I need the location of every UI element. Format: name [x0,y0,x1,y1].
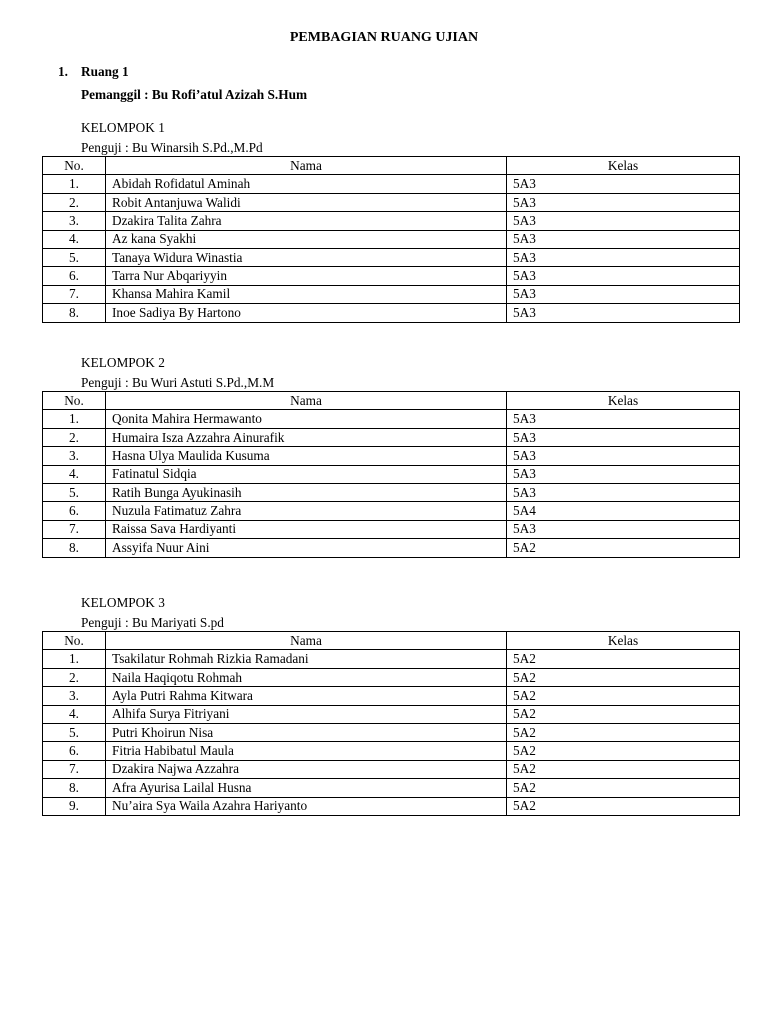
cell-kelas: 5A3 [507,465,740,483]
cell-nama: Khansa Mahira Kamil [106,285,507,303]
table-row [43,723,740,741]
cell-no: 6. [43,267,106,285]
cell-nama: Assyifa Nuur Aini [106,539,507,557]
cell-kelas: 5A2 [507,687,740,705]
header-nama: Nama [106,632,507,650]
cell-kelas: 5A3 [507,410,740,428]
header-no: No. [43,392,106,410]
cell-nama: Robit Antanjuwa Walidi [106,193,507,211]
cell-kelas: 5A2 [507,650,740,668]
header-kelas: Kelas [507,632,740,650]
header-no: No. [43,632,106,650]
cell-no: 7. [43,520,106,538]
cell-nama: Afra Ayurisa Lailal Husna [106,779,507,797]
table-row [43,520,740,538]
cell-no: 2. [43,668,106,686]
student-table [42,391,740,558]
cell-kelas: 5A2 [507,742,740,760]
cell-nama: Az kana Syakhi [106,230,507,248]
cell-nama: Abidah Rofidatul Aminah [106,175,507,193]
cell-no: 1. [43,175,106,193]
cell-no: 1. [43,650,106,668]
cell-kelas: 5A3 [507,428,740,446]
cell-kelas: 5A2 [507,705,740,723]
cell-kelas: 5A3 [507,447,740,465]
cell-no: 6. [43,502,106,520]
cell-kelas: 5A3 [507,248,740,266]
group-title: KELOMPOK 1 [81,120,165,135]
cell-kelas: 5A2 [507,539,740,557]
table-header-row [43,392,740,410]
cell-nama: Naila Haqiqotu Rohmah [106,668,507,686]
room-number: 1. [58,64,68,79]
cell-no: 5. [43,248,106,266]
cell-no: 5. [43,483,106,501]
table-row [43,447,740,465]
table-row [43,742,740,760]
table-row [43,230,740,248]
cell-nama: Tsakilatur Rohmah Rizkia Ramadani [106,650,507,668]
header-kelas: Kelas [507,157,740,175]
cell-nama: Raissa Sava Hardiyanti [106,520,507,538]
table-row [43,304,740,322]
cell-no: 1. [43,410,106,428]
cell-nama: Hasna Ulya Maulida Kusuma [106,447,507,465]
table-row [43,687,740,705]
room-name: Ruang 1 [81,64,129,79]
table-row [43,797,740,815]
table-header-row [43,157,740,175]
cell-no: 5. [43,723,106,741]
table-header-row [43,632,740,650]
cell-no: 4. [43,465,106,483]
cell-nama: Nu’aira Sya Waila Azahra Hariyanto [106,797,507,815]
group-examiner: Penguji : Bu Winarsih S.Pd.,M.Pd [81,140,263,155]
cell-kelas: 5A2 [507,760,740,778]
room-heading [58,64,129,80]
cell-nama: Inoe Sadiya By Hartono [106,304,507,322]
table-row [43,705,740,723]
cell-nama: Fatinatul Sidqia [106,465,507,483]
group-examiner: Penguji : Bu Wuri Astuti S.Pd.,M.M [81,375,275,390]
cell-kelas: 5A3 [507,175,740,193]
cell-nama: Dzakira Najwa Azzahra [106,760,507,778]
cell-nama: Fitria Habibatul Maula [106,742,507,760]
table-row [43,175,740,193]
room-caller: Pemanggil : Bu Rofi’atul Azizah S.Hum [81,87,308,102]
cell-kelas: 5A3 [507,267,740,285]
cell-kelas: 5A3 [507,483,740,501]
cell-no: 2. [43,193,106,211]
cell-nama: Qonita Mahira Hermawanto [106,410,507,428]
header-kelas: Kelas [507,392,740,410]
table-row [43,465,740,483]
header-nama: Nama [106,392,507,410]
cell-nama: Tarra Nur Abqariyyin [106,267,507,285]
cell-kelas: 5A3 [507,212,740,230]
cell-kelas: 5A2 [507,797,740,815]
table-row [43,428,740,446]
group-examiner: Penguji : Bu Mariyati S.pd [81,615,224,630]
group-title: KELOMPOK 3 [81,595,165,610]
table-row [43,212,740,230]
cell-no: 3. [43,687,106,705]
table-row [43,267,740,285]
cell-no: 4. [43,230,106,248]
cell-kelas: 5A3 [507,230,740,248]
cell-no: 8. [43,304,106,322]
cell-nama: Nuzula Fatimatuz Zahra [106,502,507,520]
table-row [43,650,740,668]
table-row [43,539,740,557]
table-row [43,502,740,520]
cell-no: 7. [43,760,106,778]
cell-kelas: 5A2 [507,723,740,741]
table-row [43,483,740,501]
cell-kelas: 5A3 [507,285,740,303]
table-row [43,410,740,428]
header-nama: Nama [106,157,507,175]
group-title: KELOMPOK 2 [81,355,165,370]
document-title: PEMBAGIAN RUANG UJIAN [289,30,479,45]
cell-no: 7. [43,285,106,303]
cell-nama: Tanaya Widura Winastia [106,248,507,266]
cell-kelas: 5A3 [507,193,740,211]
cell-nama: Putri Khoirun Nisa [106,723,507,741]
header-no: No. [43,157,106,175]
cell-no: 8. [43,539,106,557]
cell-no: 4. [43,705,106,723]
cell-no: 3. [43,212,106,230]
cell-nama: Alhifa Surya Fitriyani [106,705,507,723]
cell-nama: Ayla Putri Rahma Kitwara [106,687,507,705]
student-table [42,631,740,816]
table-row [43,248,740,266]
table-row [43,760,740,778]
cell-kelas: 5A3 [507,520,740,538]
cell-nama: Ratih Bunga Ayukinasih [106,483,507,501]
table-row [43,779,740,797]
cell-no: 9. [43,797,106,815]
cell-kelas: 5A4 [507,502,740,520]
cell-no: 2. [43,428,106,446]
cell-nama: Humaira Isza Azzahra Ainurafik [106,428,507,446]
table-row [43,193,740,211]
table-row [43,285,740,303]
table-row [43,668,740,686]
cell-no: 8. [43,779,106,797]
cell-kelas: 5A2 [507,668,740,686]
student-table [42,156,740,323]
cell-no: 3. [43,447,106,465]
cell-kelas: 5A3 [507,304,740,322]
cell-no: 6. [43,742,106,760]
cell-nama: Dzakira Talita Zahra [106,212,507,230]
cell-kelas: 5A2 [507,779,740,797]
